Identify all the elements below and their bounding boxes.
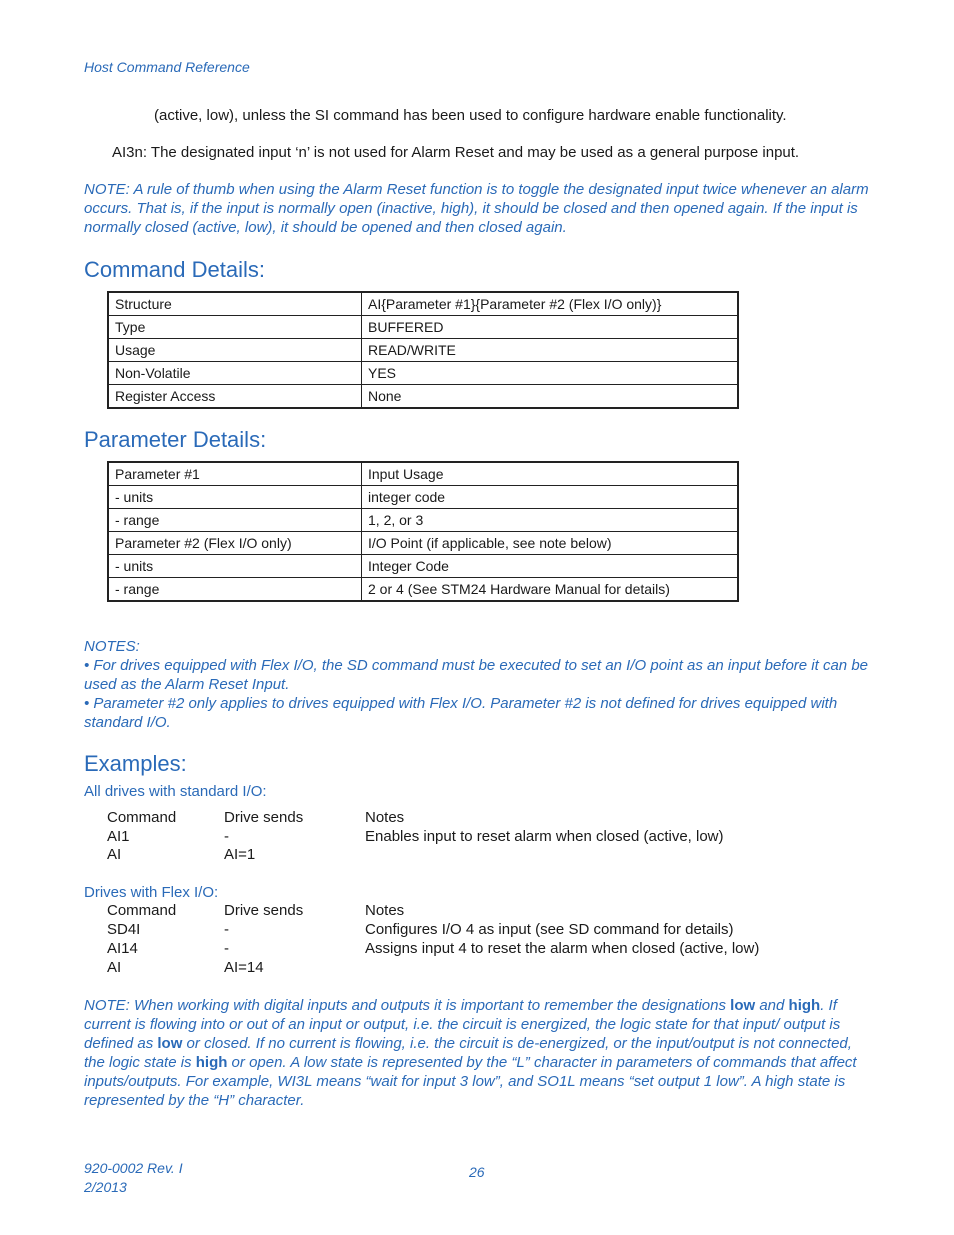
row-key: Parameter #1 [108, 462, 362, 486]
row-key: - range [108, 509, 362, 532]
row-key: - units [108, 555, 362, 578]
notes-title: NOTES: [84, 638, 140, 655]
example-response: - [224, 921, 229, 938]
footer-date: 2/2013 [84, 1179, 127, 1195]
row-key: - range [108, 578, 362, 602]
note-emphasis-high: high [195, 1054, 228, 1071]
table-row [108, 509, 738, 532]
note-text: and [755, 997, 789, 1014]
row-key: - units [108, 486, 362, 509]
table-row [108, 578, 738, 602]
column-header-notes: Notes [365, 809, 405, 826]
example-note: Assigns input 4 to reset the alarm when closed (active, low) [365, 940, 760, 957]
table-row [108, 362, 738, 385]
table-row [108, 385, 738, 409]
table-row [108, 532, 738, 555]
row-key: Register Access [108, 385, 362, 409]
column-header-command: Command [107, 902, 177, 919]
table-row [108, 316, 738, 339]
row-value: 1, 2, or 3 [362, 509, 739, 532]
row-key: Structure [108, 292, 362, 316]
command-details-heading: Command Details: [84, 257, 265, 282]
parameter-details-heading: Parameter Details: [84, 427, 267, 452]
row-key: Type [108, 316, 362, 339]
row-value: BUFFERED [362, 316, 739, 339]
footer-doc-info [84, 1159, 183, 1197]
parameter-details-table [107, 461, 739, 602]
example-command: AI1 [107, 828, 130, 845]
example-note: Enables input to reset alarm when closed (active, low) [365, 828, 724, 845]
example-response: - [224, 828, 229, 845]
row-value: AI{Parameter #1}{Parameter #2 (Flex I/O only)} [362, 292, 739, 316]
intro-line-2: AI3n: The designated input ‘n’ is not used for Alarm Reset and may be used as a general purpose input. [112, 144, 800, 161]
row-value: Integer Code [362, 555, 739, 578]
column-header-notes: Notes [365, 902, 405, 919]
row-value: I/O Point (if applicable, see note below) [362, 532, 739, 555]
row-value: YES [362, 362, 739, 385]
note-emphasis-low: low [157, 1035, 183, 1052]
example-command: AI [107, 846, 122, 863]
column-header-drive-sends: Drive sends [224, 902, 304, 919]
command-details-table [107, 291, 739, 409]
row-key: Non-Volatile [108, 362, 362, 385]
intro-line-1: (active, low), unless the SI command has been used to configure hardware enable functionality. [154, 107, 787, 124]
row-value: READ/WRITE [362, 339, 739, 362]
rule-of-thumb-note: NOTE: A rule of thumb when using the Alarm Reset function is to toggle the designated input twice whenever an alarm occurs. That is, if the input is normally open (inactive, high), it should be closed and then opened again. If the input is normally closed (active, low), it should be opened and then closed again. [84, 181, 869, 236]
column-header-command: Command [107, 809, 177, 826]
note-text: or closed. If no current is flowing, i.e. the circuit is de-energized, or the input/output is not connected, the logic state is [84, 1035, 852, 1071]
row-value: None [362, 385, 739, 409]
table-row [108, 462, 738, 486]
note-text: NOTE: When working with digital inputs and outputs it is important to remember the designations [84, 997, 731, 1014]
column-header-drive-sends: Drive sends [224, 809, 304, 826]
example-response: AI=14 [224, 959, 264, 976]
examples-heading: Examples: [84, 751, 187, 776]
example-response: AI=1 [224, 846, 256, 863]
standard-io-label: All drives with standard I/O: [84, 783, 267, 800]
notes-bullet-2: • Parameter #2 only applies to drives equipped with Flex I/O. Parameter #2 is not defined for drives equipped with standard I/O. [84, 695, 838, 731]
note-text: . If current is flowing into or out of an input or output, i.e. the circuit is energized, the logic state for that input/ output is defined as [84, 997, 841, 1052]
page-number: 26 [469, 1164, 485, 1180]
flex-io-label: Drives with Flex I/O: [84, 884, 219, 901]
row-value: Input Usage [362, 462, 739, 486]
footer-doc-number: 920-0002 Rev. I [84, 1160, 183, 1176]
row-key: Parameter #2 (Flex I/O only) [108, 532, 362, 555]
table-row [108, 339, 738, 362]
example-command: AI [107, 959, 122, 976]
example-command: SD4I [107, 921, 141, 938]
row-value: 2 or 4 (See STM24 Hardware Manual for details) [362, 578, 739, 602]
digital-io-note [84, 996, 862, 1110]
table-row [108, 292, 738, 316]
note-emphasis-high: high [788, 997, 821, 1014]
notes-block [84, 637, 874, 732]
note-text: or open. A low state is represented by the “L” character in parameters of commands that affect inputs/outputs. For example, WI3L means “wait for input 3 low”, and SO1L means “set output 1 low”. A high state is represented by the “H” character. [84, 1054, 857, 1109]
running-header: Host Command Reference [84, 59, 250, 75]
example-note: Configures I/O 4 as input (see SD command for details) [365, 921, 734, 938]
notes-bullet-1: • For drives equipped with Flex I/O, the SD command must be executed to set an I/O point as an input before it can be used as the Alarm Reset Input. [84, 657, 868, 693]
note-emphasis-low: low [730, 997, 756, 1014]
table-row [108, 555, 738, 578]
table-row [108, 486, 738, 509]
row-value: integer code [362, 486, 739, 509]
row-key: Usage [108, 339, 362, 362]
example-command: AI14 [107, 940, 138, 957]
example-response: - [224, 940, 229, 957]
